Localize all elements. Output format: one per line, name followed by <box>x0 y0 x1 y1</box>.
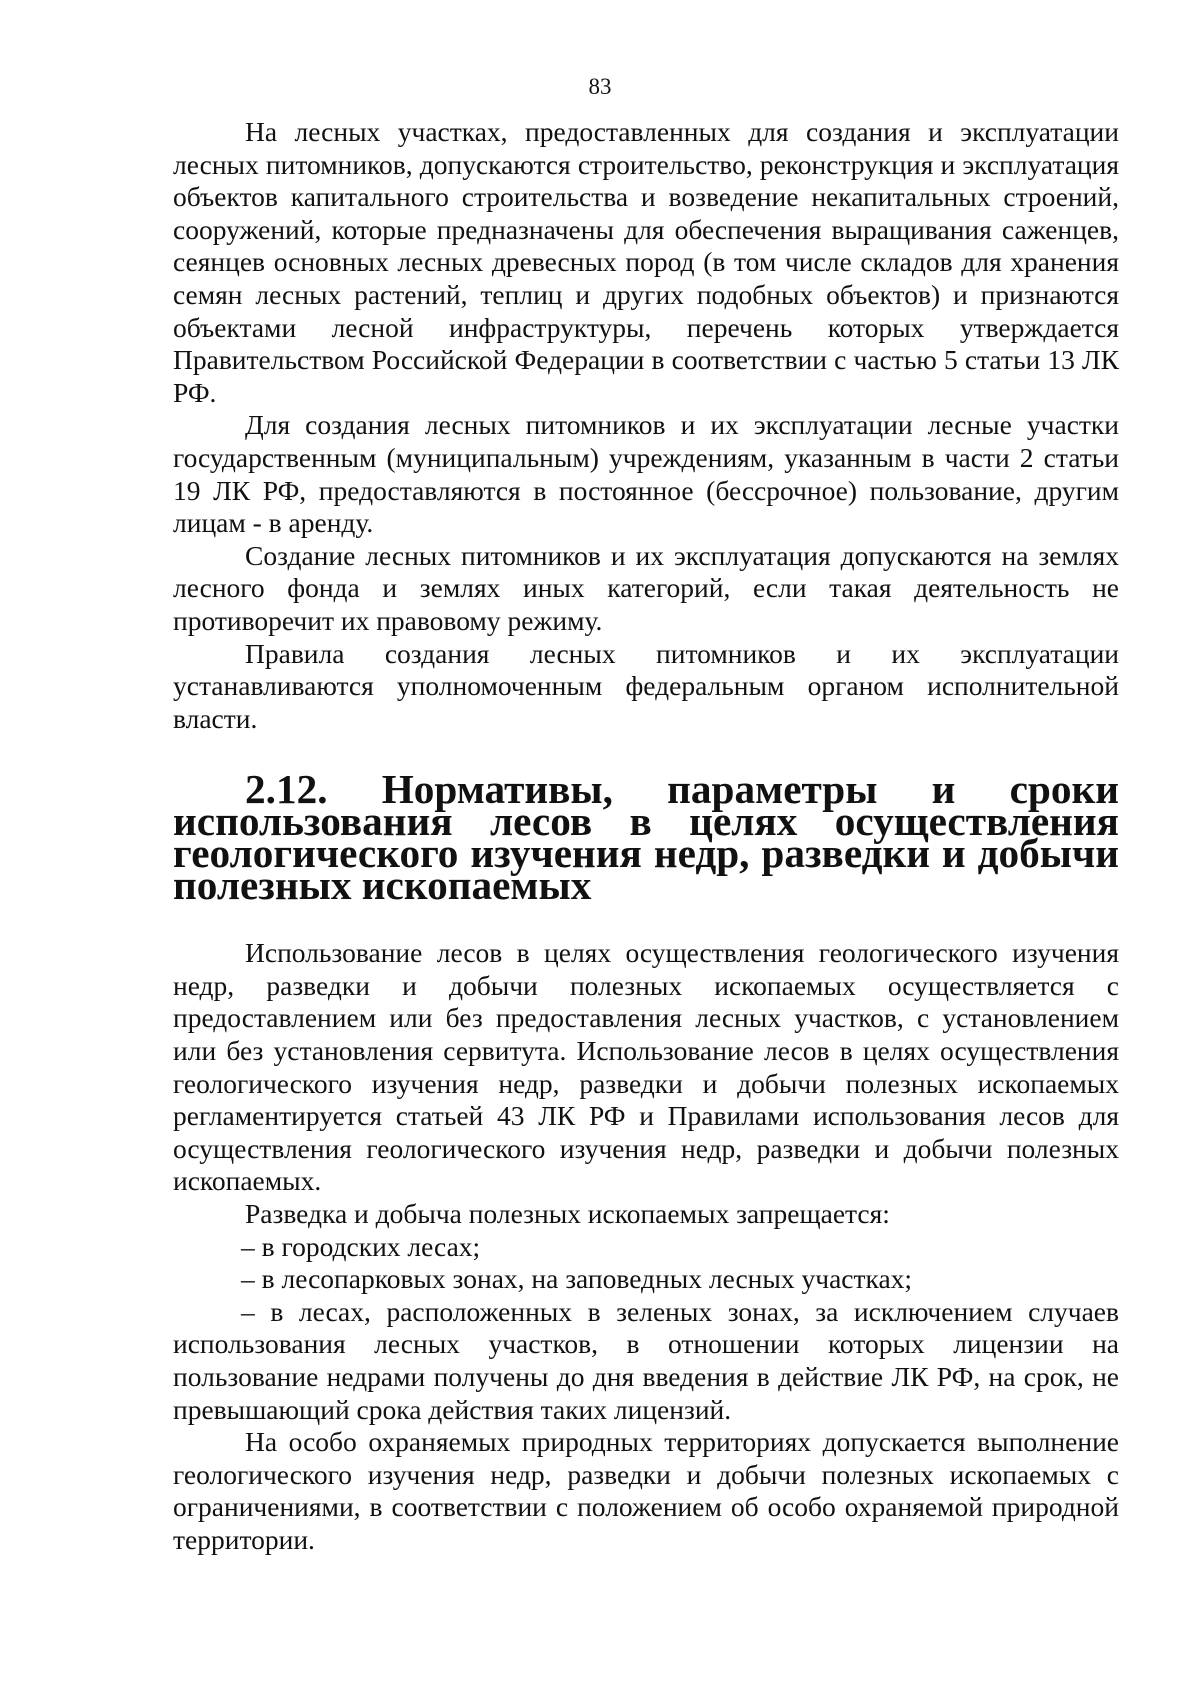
list-item-park-zones: – в лесопарковых зонах, на заповедных лесных участках; <box>241 1263 913 1295</box>
paragraph-geology-usage: Использование лесов в целях осуществления геологического изучения недр, разведки и добычи полезных ископаемых осуществляется с предоставлением или без предоставления лесных участков, с установлением или без установления сервитута. Использование лесов в целях осуществления геологического изучения недр, разведки и добычи полезных ископаемых регламентируется статьей 43 ЛК РФ и Правилами использования лесов для осуществления геологического изучения недр, разведки и добычи полезных ископаемых. <box>173 937 1119 1197</box>
page-number: 83 <box>588 74 612 99</box>
paragraph-protected-territories: На особо охраняемых природных территориях допускается выполнение геологического изучения недр, разведки и добычи полезных ископаемых с ограничениями, в соответствии с положением об особо охраняемой природной территории. <box>173 1426 1119 1555</box>
paragraph-nursery-rules: Правила создания лесных питомников и их эксплуатации устанавливаются уполномоченным федеральным органом исполнительной власти. <box>173 637 1119 734</box>
section-heading-2-12: 2.12. Нормативы, параметры и сроки использования лесов в целях осуществления геологического изучения недр, разведки и добычи полезных ископаемых <box>173 766 1119 909</box>
paragraph-prohibition-intro: Разведка и добыча полезных ископаемых запрещается: <box>245 1198 890 1230</box>
paragraph-nursery-construction: На лесных участках, предоставленных для создания и эксплуатации лесных питомников, допускаются строительство, реконструкция и эксплуатация объектов капитального строительства и возведение некапитальных строений, сооружений, которые предназначены для обеспечения выращивания саженцев, сеянцев основных лесных древесных пород (в том числе складов для хранения семян лесных растений, теплиц и других подобных объектов) и признаются объектами лесной инфраструктуры, перечень которых утверждается Правительством Российской Федерации в соответствии с частью 5 статьи 13 ЛК РФ. <box>173 116 1119 408</box>
list-item-city-forests: – в городских лесах; <box>241 1230 481 1262</box>
page-content <box>173 116 1119 1557</box>
paragraph-nursery-land-provision: Для создания лесных питомников и их эксплуатации лесные участки государственным (муниципальным) учреждениям, указанным в части 2 статьи 19 ЛК РФ, предоставляются в постоянное (бессрочное) пользование, другим лицам - в аренду. <box>173 409 1119 539</box>
list-item-green-zones: – в лесах, расположенных в зеленых зонах, за исключением случаев использования лесных участков, в отношении которых лицензии на пользование недрами получены до дня введения в действие ЛК РФ, на срок, не превышающий срока действия таких лицензий. <box>173 1295 1119 1425</box>
paragraph-nursery-land-categories: Создание лесных питомников и их эксплуатация допускаются на землях лесного фонда и землях иных категорий, если такая деятельность не противоречит их правовому режиму. <box>173 539 1119 636</box>
